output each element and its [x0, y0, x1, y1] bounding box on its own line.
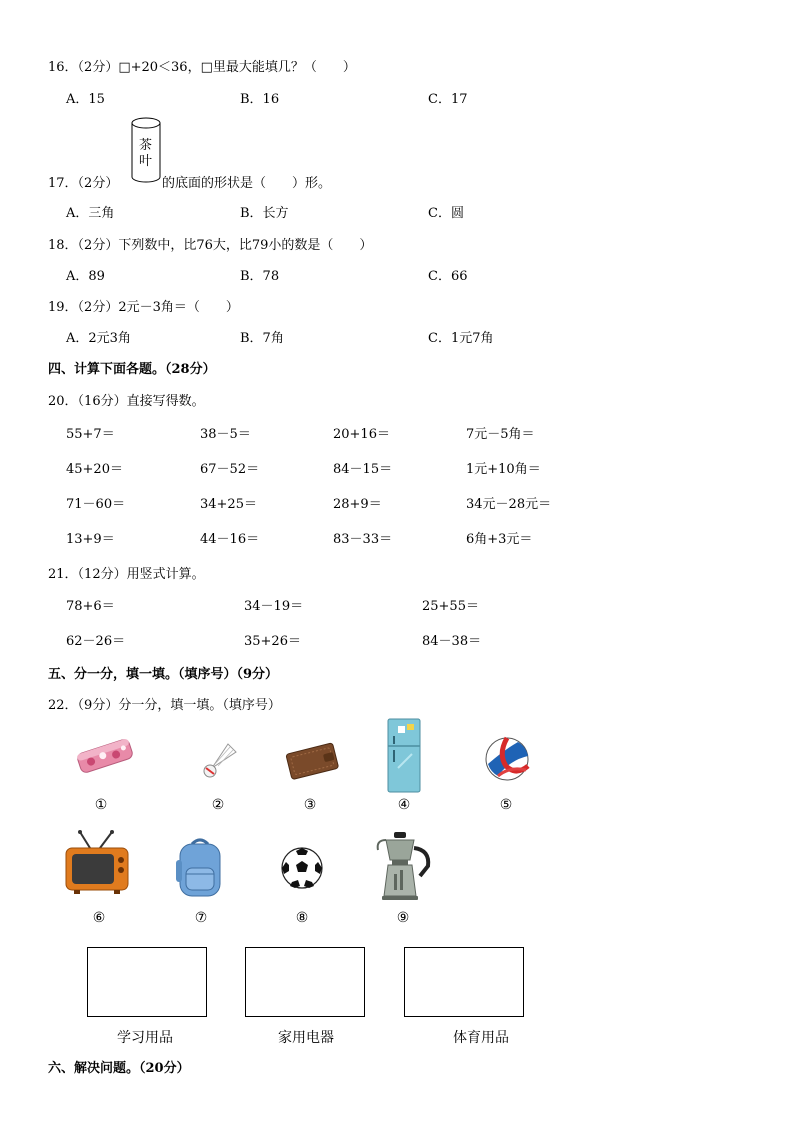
answer-box-sports-goods[interactable] — [404, 947, 524, 1017]
soccer-ball-icon — [280, 846, 324, 894]
q17-option-a[interactable]: A．三角 — [66, 206, 115, 221]
section-6-heading: 六、解决问题。（20分） — [48, 1061, 190, 1076]
calc-item: 20+16＝ — [333, 427, 390, 442]
vertical-calc-item: 78+6＝ — [66, 599, 115, 614]
calc-item: 38－5＝ — [200, 427, 251, 442]
volleyball-icon — [484, 736, 530, 786]
q18-option-c[interactable]: C．66 — [428, 269, 468, 284]
question-20-text: 20．（16分）直接写得数。 — [48, 394, 205, 409]
calc-item: 71－60＝ — [66, 497, 126, 512]
item-number-1: ① — [94, 797, 108, 813]
question-16 — [48, 56, 356, 75]
refrigerator-icon — [386, 718, 422, 798]
answer-box-study-supplies[interactable] — [87, 947, 207, 1017]
calc-item: 7元－5角＝ — [466, 427, 535, 442]
calc-item: 84－15＝ — [333, 462, 393, 477]
wallet-icon — [284, 740, 342, 784]
q19-option-c[interactable]: C．1元7角 — [428, 331, 494, 346]
item-number-6: ⑥ — [92, 910, 106, 926]
q16-option-a[interactable]: A．15 — [66, 92, 105, 107]
question-22-text: 22．（9分）分一分，填一填。（填序号） — [48, 698, 281, 713]
vertical-calc-item: 25+55＝ — [422, 599, 479, 614]
q19-option-a[interactable]: A．2元3角 — [66, 331, 131, 346]
category-label-home-appliances: 家用电器 — [278, 1030, 334, 1046]
vertical-calc-item: 34－19＝ — [244, 599, 304, 614]
item-number-2: ② — [211, 797, 225, 813]
calc-item: 45+20＝ — [66, 462, 123, 477]
calc-item: 55+7＝ — [66, 427, 115, 442]
question-19-text: 19．（2分）2元－3角＝（ ） — [48, 300, 239, 315]
item-number-8: ⑧ — [295, 910, 309, 926]
question-18-text: 18．（2分）下列数中，比76大，比79小的数是（ ） — [48, 238, 373, 253]
q19-option-b[interactable]: B．7角 — [240, 331, 284, 346]
section-5-heading: 五、分一分，填一填。（填序号）（9分） — [48, 667, 279, 682]
calc-item: 13+9＝ — [66, 532, 115, 547]
calc-item: 28+9＝ — [333, 497, 382, 512]
question-21-text: 21．（12分）用竖式计算。 — [48, 567, 205, 582]
calc-item: 67－52＝ — [200, 462, 260, 477]
category-label-study-supplies: 学习用品 — [117, 1030, 173, 1046]
backpack-icon — [174, 836, 226, 902]
section-4-heading: 四、计算下面各题。（28分） — [48, 362, 216, 377]
q18-option-a[interactable]: A．89 — [66, 269, 105, 284]
calc-item: 34+25＝ — [200, 497, 257, 512]
television-icon — [64, 830, 130, 900]
item-number-9: ⑨ — [396, 910, 410, 926]
calc-item: 34元－28元＝ — [466, 497, 552, 512]
q17-option-b[interactable]: B．长方 — [240, 206, 289, 221]
calc-item: 44－16＝ — [200, 532, 260, 547]
calc-item: 1元+10角＝ — [466, 462, 541, 477]
item-number-7: ⑦ — [194, 910, 208, 926]
question-17-prefix: 17．（2分） — [48, 176, 119, 191]
vertical-calc-item: 35+26＝ — [244, 634, 301, 649]
item-number-3: ③ — [303, 797, 317, 813]
question-16-text: 16．（2分）□+20＜36，□里最大能填几？（ ） — [48, 60, 356, 75]
item-number-5: ⑤ — [499, 797, 513, 813]
q16-option-c[interactable]: C．17 — [428, 92, 468, 107]
q16-option-b[interactable]: B．16 — [240, 92, 280, 107]
shuttlecock-icon — [198, 738, 242, 786]
item-number-4: ④ — [397, 797, 411, 813]
kettle-icon — [372, 830, 436, 906]
question-17-suffix: 的底面的形状是（ ）形。 — [162, 176, 332, 191]
vertical-calc-item: 62－26＝ — [66, 634, 126, 649]
answer-box-home-appliances[interactable] — [245, 947, 365, 1017]
q18-option-b[interactable]: B．78 — [240, 269, 280, 284]
category-label-sports-goods: 体育用品 — [453, 1030, 509, 1046]
vertical-calc-item: 84－38＝ — [422, 634, 482, 649]
q17-option-c[interactable]: C．圆 — [428, 206, 464, 221]
calc-item: 6角+3元＝ — [466, 532, 533, 547]
pencil-case-icon — [74, 736, 136, 780]
calc-item: 83－33＝ — [333, 532, 393, 547]
tea-can-label: 茶叶 — [139, 138, 153, 169]
